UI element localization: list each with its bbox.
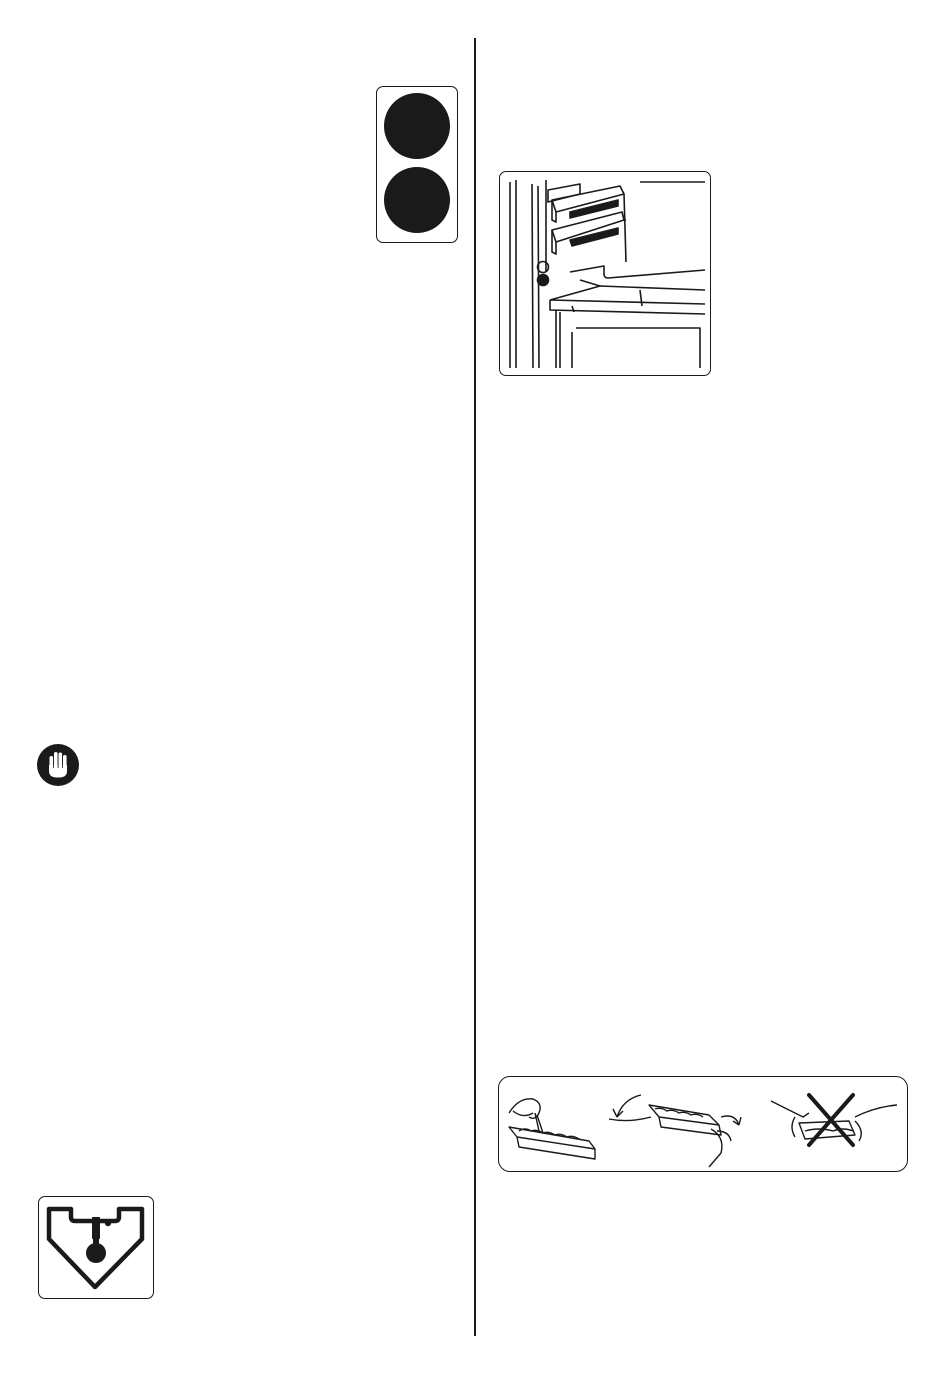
freezer-temperature-warning-icon	[39, 1197, 152, 1297]
black-circle-bottom	[384, 167, 450, 233]
freezer-warning-box	[38, 1196, 154, 1299]
ice-tray-instructions-illustration	[498, 1076, 908, 1172]
fridge-interior-shelf-illustration	[499, 171, 711, 376]
stop-hand-icon	[36, 743, 80, 787]
black-circle-top	[384, 93, 450, 159]
two-dots-indicator-box	[376, 86, 458, 243]
column-divider	[474, 38, 476, 1336]
two-black-circles-icon	[377, 87, 456, 241]
